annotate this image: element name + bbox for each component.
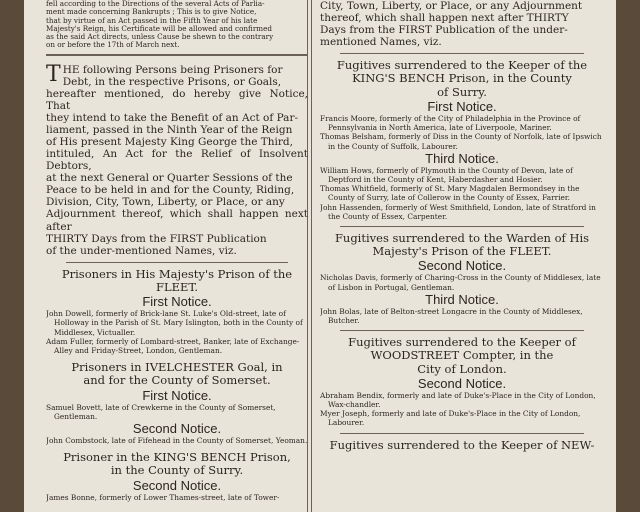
insolvent-debtors-intro: T HE following Persons being Prisoners for Debt, in the respective Prisons, or Goals, hereafter mentioned, do hereby give Notice, That they intend to take the Benefit of an Act of Par- liament, passed in the Ninth Year of the Reign of His present Majesty King George the Third, intituled, An Act for the Relief of Insolvent Debtors, at the next General or Quarter Sessions of the Peace to be held in and for the County, Riding, Division, City, Town, Liberty, or Place, or any Adjournment thereof, which shall happen next after THIRTY Days from the FIRST Publication of the under-mentioned Names, viz. (46, 61, 308, 257)
notice-label: Second Notice. (132, 477, 222, 493)
list-item: John Combstock, late of Fifehead in the County of Somerset, Yeoman. (46, 435, 308, 445)
divider (340, 330, 584, 331)
list-item: John Bolas, late of Belton-street Longacre in the County of Middlesex, Butcher. (320, 306, 583, 325)
list-item: Abraham Bendix, formerly and late of Duke's-Place in the City of London, Wax-chandler. (320, 390, 596, 410)
drop-cap: T (46, 61, 61, 87)
woodstreet-fugitives-heading: Fugitives surrendered to the Keeper of WOODSTREET Compter, in the City of London. (348, 335, 576, 376)
list-item: Thomas Belsham, formerly of Diss in the County of Norfolk, late of Ipswich in the County of Suffolk, Labourer. (320, 132, 602, 151)
list-item: Francis Moore, formerly of the City of Philadelphia in the Province of Pennsylvania in North America, late of Liverpoole, Mariner. (320, 113, 581, 133)
ivelchester-section-heading: Prisoners in IVELCHESTER Goal, in and for the County of Somerset. (71, 360, 283, 388)
divider (340, 433, 584, 434)
list-item: Adam Fuller, formerly of Lombard-street, Banker, late of Exchange-Alley and Friday-Street, London, Gentleman. (46, 336, 300, 355)
kings-bench-section-heading: Prisoner in the KING'S BENCH Prison, in the County of Surry. (63, 450, 291, 478)
left-column (46, 0, 308, 512)
notice-label: First Notice. (142, 294, 212, 310)
column-rule (311, 0, 312, 512)
divider (340, 53, 584, 54)
list-item: Thomas Whitfield, formerly of St. Mary Magdalen Bermondsey in the County of Surry, late of Collerow in the County of Essex, Farrier. (320, 184, 580, 203)
newspaper-page (24, 0, 616, 512)
list-item: John Dowell, formerly of Brick-lane St. Luke's Old-street, late of Holloway in the Parish of St. Mary Islington, both in the County of Middlesex, Victualler. (46, 309, 303, 337)
continued-text: City, Town, Liberty, or Place, or any Adjournment thereof, which shall happen next after THIRTY Days from the FIRST Publication of the under- mentioned Names, viz. (320, 0, 583, 49)
list-item: William Hows, formerly of Plymouth in the County of Devon, late of Deptford in the County of Kent, Haberdasher and Hosier. (320, 165, 573, 184)
bankrupt-notice-text: fell according to the Directions of the several Acts of Parlia- ment made concerning Bankrupts ; This is to give Notice, that by virtue of an Act passed in the Fifth Year of his late Majesty's Reign, his Certificate will be allowed and confirmed as the said Act directs, unless Cause be shewn to the contrary on or before the 17th of March next. (46, 0, 274, 50)
list-item: Myer Joseph, formerly and late of Duke's-Place in the City of London, Labourer. (320, 409, 581, 428)
newgate-fugitives-heading: Fugitives surrendered to the Keeper of NEW- (329, 437, 595, 452)
notice-label: Second Notice. (417, 375, 507, 391)
notice-label: Third Notice. (425, 291, 499, 307)
divider (46, 54, 308, 56)
list-item: Nicholas Davis, formerly of Charing-Cross in the County of Middlesex, late of Lisbon in Portugal, Gentleman. (320, 273, 601, 292)
kings-bench-fugitives-heading: Fugitives surrendered to the Keeper of the KING'S BENCH Prison, in the County of Surry. (336, 58, 588, 99)
notice-label: Third Notice. (425, 150, 499, 166)
fleet-fugitives-heading: Fugitives surrendered to the Warden of His Majesty's Prison of the FLEET. (334, 230, 590, 259)
list-item: James Bonne, formerly of Lower Thames-street, late of Tower- (46, 492, 280, 502)
divider (340, 226, 584, 227)
fleet-section-heading: Prisoners in His Majesty's Prison of the FLEET. (61, 266, 293, 294)
list-item: John Hassenden, formerly of West Smithfield, London, late of Stratford in the County of Essex, Carpenter. (320, 202, 596, 221)
notice-label: First Notice. (427, 98, 497, 114)
notice-label: Second Notice. (417, 258, 507, 274)
notice-label: First Notice. (142, 387, 212, 403)
divider (66, 262, 288, 263)
notice-label: Second Notice. (132, 420, 222, 436)
right-column (320, 0, 604, 512)
list-item: Samuel Bovett, late of Crewkerne in the County of Somerset, Gentleman. (46, 402, 276, 421)
